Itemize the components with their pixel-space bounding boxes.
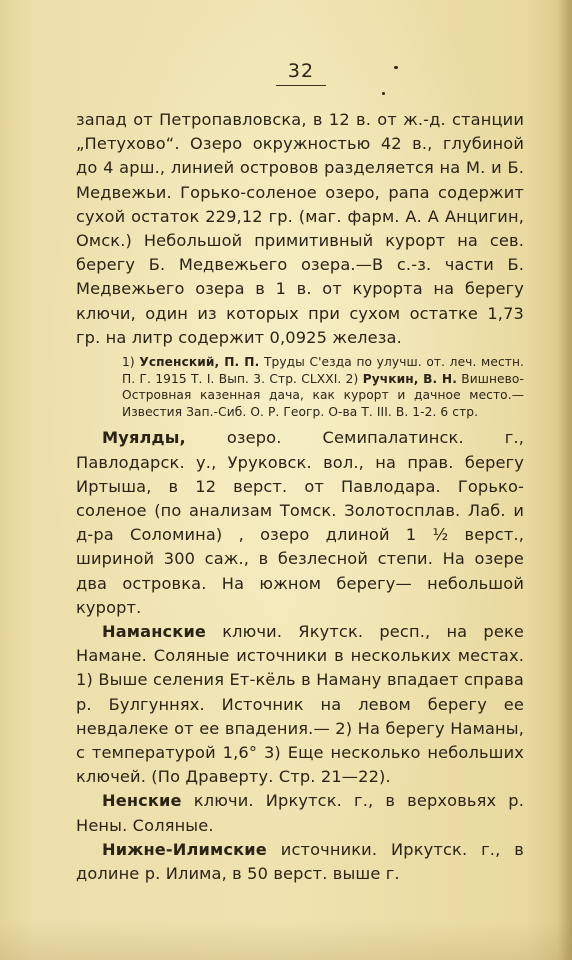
footnotes [76, 354, 524, 420]
entry-nizhne-ilimskie-text: источники. Иркутск. г., в долине р. Илима, в 50 верст. выше г. [76, 839, 524, 884]
footnote-1-author: Успенский, П. П. [139, 355, 260, 370]
footnote-1-text: Труды С'езда по улучш. от. леч. местн. П. Г. 1915 Т. I. Вып. 3. Стр. CLXXI. [122, 355, 524, 386]
footnote-1-number: 1) [122, 355, 135, 370]
footnote-2-number: 2) [345, 371, 359, 386]
entry-continued-text: запад от Петропавловска, в 12 в. от ж.-д. станции „Петухово“. Озеро окружностью 42 в., глубиной до 4 арш., линией островов разделяется на М. и Б. Медвежьи. Горько-соленое озеро, рапа содержит сухой остаток 229,12 гр. (маг. фарм. А. А Анцигин, Омск.) Небольшой примитивный курорт на сев. берегу Б. Медвежьего озера.—В с.-з. части Б. Медвежьего озера в 1 в. от курорта на берегу ключи, один из которых при сухом остатке 1,73 гр. на литр содержит 0,0925 железа. [76, 110, 524, 347]
body-text [76, 108, 524, 886]
entry-namanskie [76, 620, 524, 789]
entry-nizhne-ilimskie [76, 838, 524, 886]
page-number: 32 [287, 60, 315, 82]
page-bottom-shade [0, 920, 572, 960]
entry-nenskie [76, 789, 524, 837]
footnote-2-author: Ручкин, В. Н. [362, 371, 457, 386]
entry-muyaldy [76, 426, 524, 620]
entry-nenskie-text: ключи. Иркутск. г., в верховьях р. Нены. Соляные. [76, 791, 525, 835]
print-speck [382, 92, 385, 95]
page-number-rule [276, 85, 326, 86]
footnote-2-text: Вишнево-Островная казенная дача, как курорт и дачное место.—Известия Зап.-Сиб. О. Р. Геогр. О-ва Т. III. В. 1-2. 6 стр. [122, 371, 524, 419]
entry-namanskie-title: Наманские [102, 622, 207, 642]
entry-muyaldy-title: Муялды, [102, 428, 186, 448]
entry-namanskie-text: ключи. Якутск. респ., на реке Намане. Соляные источники в нескольких местах. 1) Выше селения Ет-кёль в Наману впадает справа р. Булгуннях. Источник на левом берегу ее невдалеке от ее впадения.— 2) На берегу Наманы, с температурой 1,6° 3) Еще несколько небольших ключей. (По Драверту. Стр. 21—22). [76, 622, 524, 787]
page-edge-shadow [558, 0, 572, 960]
print-speck [394, 66, 398, 69]
entry-muyaldy-text: озеро. Семипалатинск. г., Павлодарск. у., Уруковск. вол., на прав. берегу Иртыша, в 12 верст. от Павлодара. Горько-соленое (по анализам Томск. Золотосплав. Лаб. и д-ра Соломина) , озеро длиной 1 ½ верст., шириной 300 саж., в безлесной степи. На озере два островка. На южном берегу— небольшой курорт. [76, 428, 524, 617]
entry-nenskie-title: Ненские [102, 791, 182, 811]
entry-nizhne-ilimskie-title: Нижне-Илимские [102, 839, 267, 859]
